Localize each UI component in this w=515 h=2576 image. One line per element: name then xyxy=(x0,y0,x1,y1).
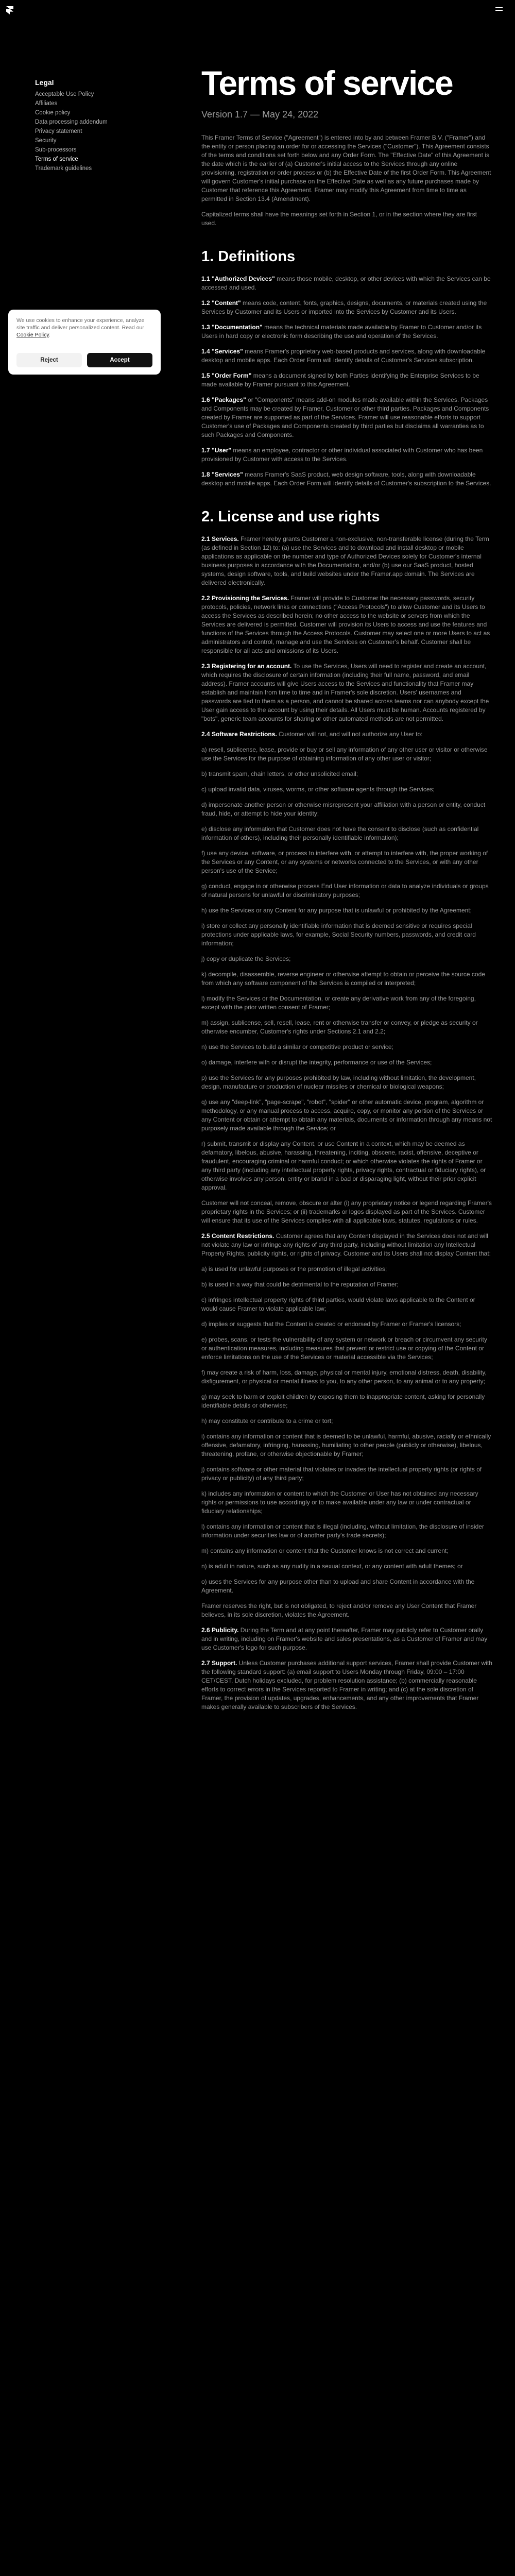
clause-text: j) contains software or other material that violates or invades the intellectual property rights (or rights of privacy or publicity) of any third party; xyxy=(201,1466,482,1482)
clause-text: p) use the Services for any purposes prohibited by law, including without limitation, the development, design, manufacture or production of nuclear missiles or chemical or biological weapons; xyxy=(201,1074,476,1090)
terms-paragraph xyxy=(201,994,492,1012)
terms-body xyxy=(201,133,492,1711)
clause-text: c) upload invalid data, viruses, worms, or other software agents through the Services; xyxy=(201,786,435,793)
clause-label: 1.1 "Authorized Devices" xyxy=(201,275,275,282)
clause-text: g) conduct, engage in or otherwise process End User information or data to analyze individuals or groups of natural persons for unlawful or discriminatory purposes; xyxy=(201,883,489,899)
clause-text: e) disclose any information that Customer does not have the consent to disclose (such as confidential information of others), including their personally identifiable information); xyxy=(201,825,479,841)
clause-text: j) copy or duplicate the Services; xyxy=(201,955,291,962)
clause-label: 1.4 "Services" xyxy=(201,348,243,355)
cookie-text: We use cookies to enhance your experience, analyze site traffic and deliver personalized content. Read our Cookie Policy. xyxy=(16,317,145,338)
clause-text: h) may constitute or contribute to a crime or tort; xyxy=(201,1417,333,1425)
clause-text: l) contains any information or content that is illegal (including, without limitation, the disclosure of insider information under securities law or of another party's trade secrets); xyxy=(201,1523,484,1539)
cookie-policy-link[interactable]: Cookie Policy xyxy=(16,332,49,338)
clause-text: Capitalized terms shall have the meanings set forth in Section 1, or in the section where they are first used. xyxy=(201,211,477,227)
section-heading: 2. License and use rights xyxy=(201,509,380,525)
terms-paragraph xyxy=(201,745,492,763)
sidebar-list xyxy=(35,90,159,173)
terms-paragraph xyxy=(201,801,492,818)
terms-paragraph xyxy=(201,1335,492,1362)
terms-paragraph xyxy=(201,347,492,365)
clause-text: This Framer Terms of Service ("Agreement") is entered into by and between Framer B.V. ("Framer") and the entity or person placing an order for or accessing the Services ("Customer"). This Agreement consists of the terms and conditions set forth below and any Order Form. The "Effective Date" of this Agreement is the date which is the earlier of (a) Customer's initial access to the Services through any online provisioning, registration or order process or (b) the Effective Date of the first Order Form. This Agreement will govern Customer's initial purchase on the Effective Date as well as any future purchases made by Customer that reference this Agreement. Framer may modify this Agreement from time to time as permitted in Section 13.4 (Amendment). xyxy=(201,134,491,202)
terms-paragraph xyxy=(201,470,492,488)
section-heading: 1. Definitions xyxy=(201,248,296,265)
sidebar-item-data-processing-addendum[interactable]: Data processing addendum xyxy=(35,119,108,125)
clause-text: o) uses the Services for any purpose other than to upload and share Content in accordance with the Agreement. xyxy=(201,1578,475,1594)
clause-label: 2.1 Services. xyxy=(201,535,239,543)
terms-paragraph xyxy=(201,730,492,739)
terms-paragraph xyxy=(201,1489,492,1516)
terms-paragraph xyxy=(201,1465,492,1483)
terms-paragraph xyxy=(201,1232,492,1258)
clause-text: Unless Customer purchases additional support services, Framer shall provide Customer with the following standard support: (a) email support to Users Monday through Friday, 09:00 – 17:00 CET/CEST, Dutch holidays excluded, for problem resolution assistance; (b) commercially reasonable efforts to correct errors in the Services reported to Framer in writing; and (c) at the sole discretion of Framer, the provision of updates, upgrades, enhancements, and any other improvements that Framer makes generally available to subscribers of the Services. xyxy=(201,1659,492,1710)
clause-text: Framer hereby grants Customer a non-exclusive, non-transferable license (during the Term (as defined in Section 12) to: (a) use the Services and to download and install desktop or mobile applications as applicable on the number and type of Authorized Devices solely for Customer's internal business purposes in accordance with the Documentation, and/or (b) use our SaaS product, hosted systems, design software, tools, and build websites under the Framer.app domain. The Services are delivered electronically. xyxy=(201,535,489,586)
clause-text: c) infringes intellectual property rights of third parties, would violate laws applicable to the Content or would cause Framer to violate applicable law; xyxy=(201,1296,475,1312)
terms-paragraph xyxy=(201,1019,492,1036)
clause-text: i) contains any information or content that is deemed to be unlawful, harmful, abusive, racially or ethnically offensive, defamatory, infringing, harassing, humiliating to other people (publicly or otherwise), libelous, threatening, profane, or otherwise objectionable by Framer; xyxy=(201,1433,491,1458)
clause-text: b) transmit spam, chain letters, or other unsolicited email; xyxy=(201,770,358,777)
clause-label: 1.2 "Content" xyxy=(201,299,241,307)
terms-paragraph xyxy=(201,1296,492,1313)
terms-paragraph xyxy=(201,882,492,900)
sidebar-item-trademark-guidelines[interactable]: Trademark guidelines xyxy=(35,165,92,172)
clause-label: 1.7 "User" xyxy=(201,447,232,454)
accept-button[interactable]: Accept xyxy=(87,353,152,367)
terms-paragraph xyxy=(201,1199,492,1225)
clause-text: means an employee, contractor or other individual associated with Customer who has been provisioned by Customer with access to the Services. xyxy=(201,447,483,463)
reject-button[interactable]: Reject xyxy=(16,353,82,367)
terms-paragraph xyxy=(201,1578,492,1595)
clause-text: r) submit, transmit or display any Content, or use Content in a context, which may be deemed as defamatory, libelous, abusive, harassing, threatening, inciting, obscene, racist, offensive, deceptive or fraudulent, encouraging criminal or harmful conduct; or which otherwise violates the rights of Framer or any third party (including any intellectual property rights, privacy rights, contractual or fiduciary rights), or otherwise involves any person, entity or brand in a bad or disparaging light, without their prior explicit approval. xyxy=(201,1140,486,1191)
clause-text: b) is used in a way that could be detrimental to the reputation of Framer; xyxy=(201,1281,399,1288)
terms-paragraph xyxy=(201,1074,492,1091)
clause-text: d) impersonate another person or otherwise misrepresent your affiliation with a person or entity, conduct fraud, hide, or attempt to hide your identity; xyxy=(201,801,486,817)
clause-text: q) use any "deep-link", "page-scrape", "robot", "spider" or other automatic device, program, algorithm or methodology, or any manual process to access, acquire, copy, or monitor any portion of the Services or any Content or obtain or attempt to obtain any materials, documents or information through any means not purposely made available through the Service; or xyxy=(201,1098,492,1132)
clause-text: a) resell, sublicense, lease, provide or buy or sell any information of any other user or visitor or otherwise use the Services for the purpose of obtaining information of any other user or visitor; xyxy=(201,746,488,762)
clause-text: or "Components" means add-on modules made available within the Services. Packages and Components may be created by Framer, Customer or other third parties. Packages and Components created by Framer are supported as part of the Services. Framer will use reasonable efforts to support Customer's use of Packages and Components created by third parties but disclaims all warranties as to such Packages and Components. xyxy=(201,396,489,438)
menu-icon[interactable] xyxy=(495,7,503,12)
clause-text: l) modify the Services or the Documentation, or create any derivative work from any of the foregoing, except with the prior written consent of Framer; xyxy=(201,995,476,1011)
clause-label: 1.3 "Documentation" xyxy=(201,324,263,331)
terms-paragraph xyxy=(201,906,492,915)
clause-text: means a document signed by both Parties identifying the Enterprise Services to be made available by Framer pursuant to this Agreement. xyxy=(201,372,479,388)
terms-paragraph xyxy=(201,1058,492,1067)
terms-paragraph xyxy=(201,323,492,341)
terms-paragraph xyxy=(201,1522,492,1540)
terms-paragraph xyxy=(201,1043,492,1052)
clause-text: i) store or collect any personally identifiable information that is deemed sensitive or requires special protections under applicable laws, for example, Social Security numbers, passwords, and credit card information; xyxy=(201,922,476,947)
sidebar-item-security[interactable]: Security xyxy=(35,138,57,144)
terms-paragraph xyxy=(201,1265,492,1274)
clause-text: means those mobile, desktop, or other devices with which the Services can be accessed and used. xyxy=(201,275,491,291)
terms-content xyxy=(201,63,492,1718)
terms-paragraph xyxy=(201,849,492,875)
terms-paragraph xyxy=(201,371,492,389)
sidebar-item-terms-of-service[interactable]: Terms of service xyxy=(35,156,78,162)
sidebar-item-cookie-policy[interactable]: Cookie policy xyxy=(35,110,71,116)
clause-text: Customer will not, and will not authorize any User to: xyxy=(277,731,423,738)
terms-paragraph xyxy=(201,1432,492,1459)
clause-label: 2.2 Provisioning the Services. xyxy=(201,595,289,602)
page-title: Terms of service xyxy=(201,64,453,102)
clause-text: e) probes, scans, or tests the vulnerability of any system or network or breach or circumvent any security or authentication measures, including measures that prevent or restrict use or copying of the Content or enforce limitations on the use of the Services or material accessible via the Services; xyxy=(201,1336,487,1361)
terms-paragraph xyxy=(201,1417,492,1426)
clause-text: f) may create a risk of harm, loss, damage, physical or mental injury, emotional distress, death, disability, disfigurement, or physical or mental illness to you, to any other person, to any animal or to any property; xyxy=(201,1369,487,1385)
terms-paragraph xyxy=(201,299,492,316)
clause-label: 2.3 Registering for an account. xyxy=(201,663,292,670)
sidebar-item-affiliates[interactable]: Affiliates xyxy=(35,100,58,107)
clause-text: a) is used for unlawful purposes or the promotion of illegal activities; xyxy=(201,1265,387,1273)
clause-label: 1.8 "Services" xyxy=(201,471,243,478)
terms-paragraph xyxy=(201,1280,492,1289)
terms-paragraph xyxy=(201,662,492,723)
clause-text: Framer reserves the right, but is not obligated, to reject and/or remove any User Content that Framer believes, in its sole discretion, violates the Agreement. xyxy=(201,1602,477,1618)
clause-label: 2.6 Publicity. xyxy=(201,1626,239,1634)
clause-label: 2.4 Software Restrictions. xyxy=(201,731,277,738)
clause-text: k) decompile, disassemble, reverse engineer or otherwise attempt to obtain or perceive the source code from which any software component of the Services is compiled or interpreted; xyxy=(201,971,485,987)
terms-paragraph xyxy=(201,275,492,292)
terms-paragraph xyxy=(201,785,492,794)
sidebar-item-sub-processors[interactable]: Sub-processors xyxy=(35,147,77,153)
terms-paragraph xyxy=(201,535,492,587)
framer-logo-icon[interactable] xyxy=(6,6,13,14)
clause-text: h) use the Services or any Content for any purpose that is unlawful or prohibited by the Agreement; xyxy=(201,907,472,914)
clause-text: d) implies or suggests that the Content is created or endorsed by Framer or Framer's licensors; xyxy=(201,1320,461,1328)
terms-paragraph xyxy=(201,396,492,439)
clause-label: 1.6 "Packages" xyxy=(201,396,246,403)
sidebar-item-acceptable-use-policy[interactable]: Acceptable Use Policy xyxy=(35,91,94,97)
terms-paragraph xyxy=(201,1659,492,1711)
clause-text: f) use any device, software, or process to interfere with, or attempt to interfere with, the proper working of the Services or any Content, or any systems or networks connected to the Services, or with any other person's use of the Service; xyxy=(201,850,488,874)
clause-text: g) may seek to harm or exploit children by exposing them to inappropriate content, asking for personally identifiable details or otherwise; xyxy=(201,1393,485,1409)
clause-text: Customer agrees that any Content displayed in the Services does not and will not violate any law or infringe any rights of any third party, including without limitation any Intellectual Property Rights, publicity rights, or rights of privacy. Customer and its Users shall not display Content that: xyxy=(201,1232,491,1257)
terms-paragraph xyxy=(201,970,492,988)
clause-text: means Framer's SaaS product, web design software, tools, along with downloadable desktop and mobile apps. Each Order Form will identify details of Customer's subscription to the Services. xyxy=(201,471,491,487)
clause-text: n) use the Services to build a similar or competitive product or service; xyxy=(201,1043,393,1050)
terms-paragraph xyxy=(201,1140,492,1192)
clause-label: 2.5 Content Restrictions. xyxy=(201,1232,274,1240)
version-date: Version 1.7 — May 24, 2022 xyxy=(201,109,319,120)
terms-paragraph xyxy=(201,1602,492,1619)
terms-paragraph xyxy=(201,1098,492,1133)
terms-paragraph xyxy=(201,1368,492,1386)
terms-paragraph xyxy=(201,1547,492,1555)
clause-text: m) assign, sublicense, sell, resell, lease, rent or otherwise transfer or convey, or pledge as security or otherwise encumber, Customer's rights under Sections 2.1 and 2.2; xyxy=(201,1019,478,1035)
clause-text: Customer will not conceal, remove, obscure or alter (i) any proprietary notice or legend regarding Framer's proprietary rights in the Services; or (ii) trademarks or logos displayed as part of the Services. Customer will ensure that its use of the Services complies with all applicable laws, statutes, regulations or rules. xyxy=(201,1199,492,1224)
clause-text: To use the Services, Users will need to register and create an account, which requires the disclosure of certain information (including their full name, password, and email address). Framer accounts will give Users access to the Services and functionality that Framer may establish and maintain from time to time and in Framer's sole discretion. Users' usernames and passwords are tied to them as a person, and cannot be shared across teams nor can anybody except the User gain access to the account by using their details. All Users must be human. Accounts registered by "bots", generic team accounts for sharing or other automated methods are not permitted. xyxy=(201,663,489,722)
clause-text: n) is adult in nature, such as any nudity in a sexual context, or any content with adult themes; or xyxy=(201,1563,463,1570)
terms-paragraph xyxy=(201,133,492,204)
cookie-banner xyxy=(8,310,161,375)
terms-paragraph xyxy=(201,825,492,842)
terms-paragraph xyxy=(201,1626,492,1652)
clause-text: means the technical materials made available by Framer to Customer and/or its Users in hard copy or electronic form describing the use and operation of the Services. xyxy=(201,324,482,340)
terms-paragraph xyxy=(201,1562,492,1571)
clause-text: k) includes any information or content to which the Customer or User has not obtained any necessary rights or permissions to use accordingly or to make available under any law or under contractual or fiduciary relationships; xyxy=(201,1490,478,1515)
clause-text: Framer will provide to Customer the necessary passwords, security protocols, policies, network links or connections ("Access Protocols") to allow Customer and its Users to access the Services as described herein; no other access to the website or servers from which the Services are delivered is permitted. Customer will provision its Users to access and use the features and functions of the Services through the Access Protocols. Customer may select one or more Users to act as administrators and control, manage and use the Services on Customer's behalf. Customer shall be responsible for all acts and omissions of its Users. xyxy=(201,595,490,654)
terms-paragraph xyxy=(201,770,492,778)
terms-paragraph xyxy=(201,594,492,655)
clause-text: m) contains any information or content that the Customer knows is not correct and current; xyxy=(201,1547,449,1554)
terms-paragraph xyxy=(201,922,492,948)
clause-label: 2.7 Support. xyxy=(201,1659,237,1667)
sidebar-item-privacy-statement[interactable]: Privacy statement xyxy=(35,128,82,134)
sidebar-heading: Legal xyxy=(35,78,54,87)
terms-paragraph xyxy=(201,1320,492,1329)
clause-label: 1.5 "Order Form" xyxy=(201,372,252,379)
legal-sidebar xyxy=(35,78,159,173)
clause-text: During the Term and at any point thereafter, Framer may publicly refer to Customer orally and in writing, including on Framer's website and sales presentations, as a Customer of Framer and may use Customer's logo for such purpose. xyxy=(201,1626,488,1651)
clause-text: o) damage, interfere with or disrupt the integrity, performance or use of the Services; xyxy=(201,1059,432,1066)
terms-paragraph xyxy=(201,446,492,464)
terms-paragraph xyxy=(201,955,492,963)
clause-text: means Framer's proprietary web-based products and services, along with downloadable desktop and mobile apps. Each Order Form will identify details of Customer's Services subscription. xyxy=(201,348,486,364)
clause-text: means code, content, fonts, graphics, designs, documents, or materials created using the Services by Customer and its Users or imported into the Services by Customer and its Users. xyxy=(201,299,487,315)
terms-paragraph xyxy=(201,1393,492,1410)
terms-paragraph xyxy=(201,210,492,228)
